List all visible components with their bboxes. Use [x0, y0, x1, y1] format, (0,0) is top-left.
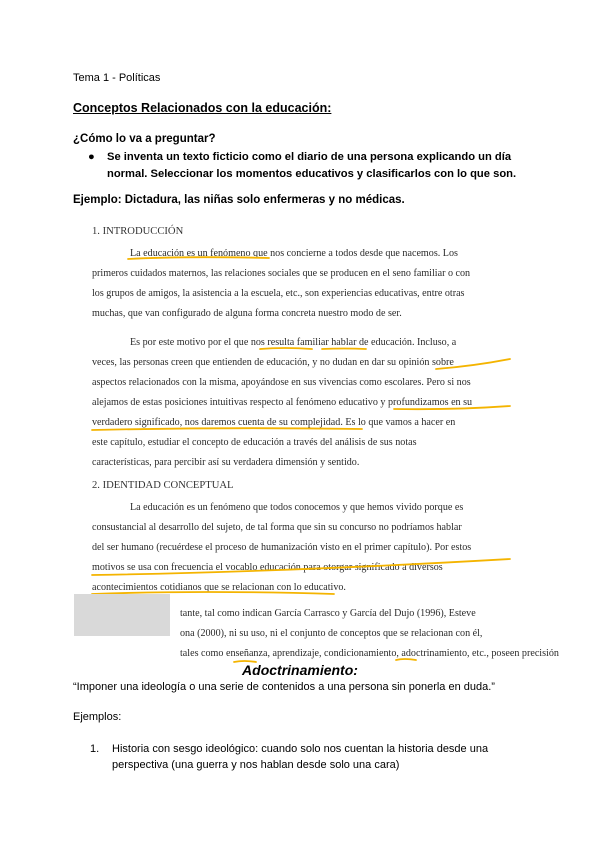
- adoctrinamiento-title: Adoctrinamiento:: [242, 662, 358, 678]
- scan-line: tales como enseñanza, aprendizaje, condicionamiento, adoctrinamiento, etc., poseen precisión: [180, 648, 559, 659]
- underline-mark: [396, 659, 416, 660]
- underline-mark: [322, 349, 366, 350]
- scan-section-title: 1. INTRODUCCIÓN: [92, 226, 184, 237]
- question-heading: ¿Cómo lo va a preguntar?: [73, 133, 216, 145]
- bullet-marker: ●: [88, 151, 95, 163]
- underline-mark: [436, 359, 510, 369]
- scan-line: consustancial al desarrollo del sujeto, de tal forma que sin su concurso no podríamos hablar: [92, 522, 462, 533]
- list-number: 1.: [90, 743, 100, 755]
- scan-line: La educación es un fenómeno que todos conocemos y que hemos vivido porque es: [130, 502, 464, 513]
- scan-line: La educación es un fenómeno que nos concierne a todos desde que nacemos. Los: [130, 248, 458, 259]
- scan-line: aspectos relacionados con la misma, apoyándose en sus vivencias como escolares. Pero si nos: [92, 377, 471, 388]
- document-header: Tema 1 - Políticas: [73, 72, 161, 84]
- scan-line: primeros cuidados maternos, las relaciones sociales que se producen en el seno familiar o con: [92, 268, 471, 279]
- scan-line: los grupos de amigos, la asistencia a la escuela, etc., son experiencias educativas, entre otras: [92, 288, 465, 299]
- scan-line: alejamos de estas posiciones intuitivas respecto al fenómeno educativo y profundizamos en su: [92, 397, 473, 408]
- redacted-area: [74, 594, 170, 636]
- scan-line: del ser humano (recuérdese el proceso de humanización visto en el primer capítulo). Por estos: [92, 542, 472, 553]
- underline-mark: [128, 257, 269, 259]
- scan-section-title: 2. IDENTIDAD CONCEPTUAL: [92, 480, 234, 491]
- scan-line: Es por este motivo por el que nos resulta familiar hablar de educación. Incluso, a: [130, 337, 457, 348]
- list-item-text: Historia con sesgo ideológico: cuando solo nos cuentan la historia desde una perspectiva (una guerra y nos hablan desde solo una cara): [112, 743, 489, 771]
- underline-mark: [92, 559, 510, 575]
- scan-line: motivos se usa con frecuencia el vocablo educación para otorgar significado a diversos: [92, 562, 443, 573]
- scan-line: veces, las personas creen que entienden de educación, y no dudan en dar su opinión sobre: [92, 357, 454, 368]
- underline-mark: [92, 428, 362, 430]
- scan-line: ona (2000), ni su uso, ni el conjunto de conceptos que se relacionan con él,: [180, 628, 483, 639]
- scan-line: verdadero significado, nos daremos cuenta de su complejidad. Es lo que vamos a hacer en: [92, 417, 456, 428]
- scan-line: características, para percibir así su verdadera dimensión y sentido.: [92, 457, 360, 468]
- section-heading: Conceptos Relacionados con la educación:: [73, 101, 332, 115]
- underline-mark: [260, 348, 312, 349]
- scan-line: acontecimientos cotidianos que se relacionan con lo educativo.: [92, 582, 346, 593]
- scanned-textbook-excerpt: [84, 222, 559, 660]
- bullet-text: Se inventa un texto ficticio como el diario de una persona explicando un día normal. Seleccionar los momentos educativos y clasificarlos con lo que son.: [107, 151, 517, 180]
- examples-label: Ejemplos:: [73, 711, 122, 723]
- scan-line: tante, tal como indican García Carrasco y García del Dujo (1996), Esteve: [180, 608, 476, 619]
- scan-line: este capítulo, estudiar el concepto de educación a través del análisis de sus notas: [92, 437, 417, 448]
- scan-line: muchas, que van configurado de alguna forma concreta nuestro modo de ser.: [92, 308, 402, 319]
- underline-mark: [394, 406, 510, 409]
- definition-quote: “Imponer una ideología o una serie de contenidos a una persona sin ponerla en duda.”: [73, 681, 495, 693]
- example-line: Ejemplo: Dictadura, las niñas solo enfermeras y no médicas.: [73, 194, 405, 206]
